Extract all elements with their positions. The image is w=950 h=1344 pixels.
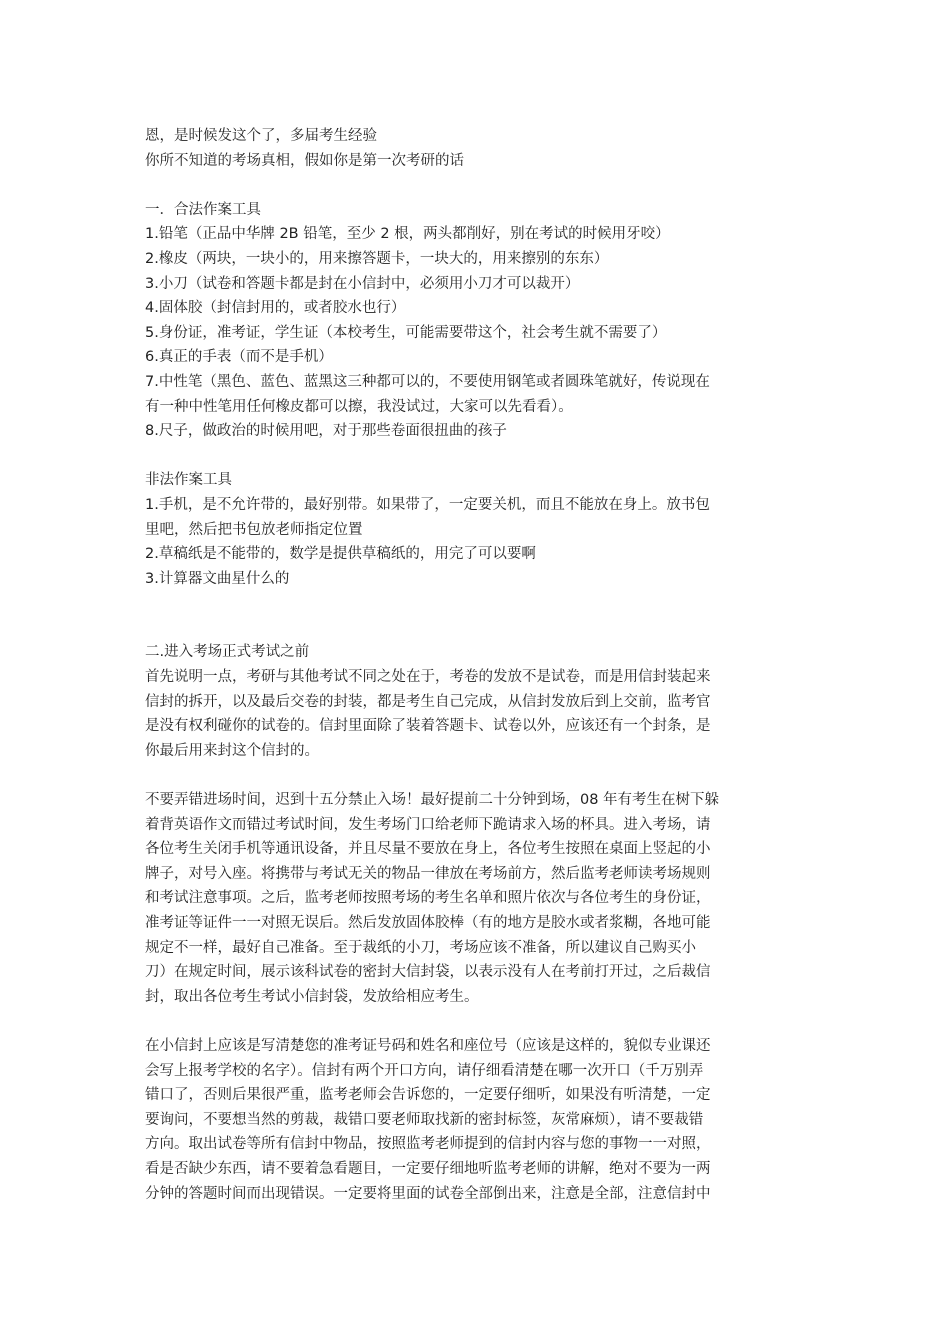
paragraph-line: 封，取出各位考生考试小信封袋，发放给相应考生。 — [145, 988, 479, 1005]
paragraph-line: 是没有权利碰你的试卷的。信封里面除了装着答题卡、试卷以外，应该还有一个封条，是 — [145, 718, 711, 735]
spacer — [145, 616, 813, 641]
section-heading: 二.进入考场正式考试之前 — [145, 644, 310, 661]
paragraph-line: 各位考生关闭手机等通讯设备，并且尽量不要放在身上，各位考生按照在桌面上竖起的小 — [145, 841, 711, 858]
document-page — [145, 124, 813, 1206]
list-item: 5.身份证，准考证，学生证（本校考生，可能需要带这个，社会考生就不需要了） — [145, 324, 667, 341]
list-item: 3.小刀（试卷和答题卡都是封在小信封中，必须用小刀才可以裁开） — [145, 275, 580, 292]
list-item: 1.手机，是不允许带的，最好别带。如果带了，一定要关机，而且不能放在身上。放书包 — [145, 496, 710, 513]
paragraph-line: 准考证等证件一一对照无误后。然后发放固体胶棒（有的地方是胶水或者浆糊，各地可能 — [145, 915, 711, 931]
paragraph-line: 信封的拆开，以及最后交卷的封装，都是考生自己完成，从信封发放后到上交前，监考官 — [145, 693, 711, 710]
list-item: 2.草稿纸是不能带的，数学是提供草稿纸的，用完了可以要啊 — [145, 546, 536, 563]
spacer — [145, 1009, 813, 1034]
subsection-heading: 非法作案工具 — [145, 472, 232, 489]
paragraph-line: 和考试注意事项。之后，监考老师按照考场的考生名单和照片依次与各位考生的身份证， — [145, 890, 711, 907]
spacer — [145, 173, 813, 198]
list-item: 6.真正的手表（而不是手机） — [145, 349, 333, 366]
paragraph-line: 要询问，不要想当然的剪裁，裁错口要老师取找新的密封标签，灰常麻烦），请不要裁错 — [145, 1111, 704, 1128]
list-item: 2.橡皮（两块，一块小的，用来擦答题卡，一块大的，用来擦别的东东） — [145, 250, 609, 267]
list-item: 8.尺子，做政治的时候用吧，对于那些卷面很扭曲的孩子 — [145, 423, 507, 440]
paragraph-line: 你最后用来封这个信封的。 — [145, 742, 319, 759]
intro-line: 恩，是时候发这个了，多届考生经验 — [145, 128, 377, 144]
paragraph-line: 分钟的答题时间而出现错误。一定要将里面的试卷全部倒出来，注意是全部，注意信封中 — [145, 1185, 711, 1202]
paragraph-line: 规定不一样，最好自己准备。至于裁纸的小刀，考场应该不准备，所以建议自己购买小 — [145, 939, 696, 956]
intro-line: 你所不知道的考场真相，假如你是第一次考研的话 — [145, 152, 464, 169]
list-item: 有一种中性笔用任何橡皮都可以擦，我没试过，大家可以先看看）。 — [145, 398, 573, 415]
section-heading: 一．合法作案工具 — [145, 201, 261, 218]
paragraph-line: 错口了，否则后果很严重，监考老师会告诉您的，一定要仔细听，如果没有听清楚，一定 — [145, 1087, 711, 1104]
paragraph-line: 首先说明一点，考研与其他考试不同之处在于，考卷的发放不是试卷，而是用信封装起来 — [145, 669, 711, 686]
paragraph-line: 不要弄错进场时间，迟到十五分禁止入场！最好提前二十分钟到场，08 年有考生在树下躲 — [145, 792, 720, 809]
list-item: 3.计算器文曲星什么的 — [145, 570, 290, 587]
paragraph-line: 刀）在规定时间，展示该科试卷的密封大信封袋，以表示没有人在考前打开过，之后裁信 — [145, 964, 711, 981]
spacer — [145, 763, 813, 788]
paragraph-line: 牌子，对号入座。将携带与考试无关的物品一律放在考场前方，然后监考老师读考场规则 — [145, 865, 711, 882]
paragraph-line: 在小信封上应该是写清楚您的准考证号码和姓名和座位号（应该是这样的，貌似专业课还 — [145, 1037, 711, 1054]
spacer — [145, 444, 813, 469]
spacer — [145, 591, 813, 616]
paragraph-line: 方向。取出试卷等所有信封中物品，按照监考老师提到的信封内容与您的事物一一对照， — [145, 1136, 711, 1153]
paragraph-line: 会写上报考学校的名字）。信封有两个开口方向，请仔细看清楚在哪一次开口（千万别弄 — [145, 1062, 704, 1079]
paragraph-line: 着背英语作文而错过考试时间，发生考场门口给老师下跪请求入场的杯具。进入考场，请 — [145, 816, 711, 833]
paragraph-line: 看是否缺少东西，请不要着急看题目，一定要仔细地听监考老师的讲解，绝对不要为一两 — [145, 1160, 711, 1177]
list-item: 4.固体胶（封信封用的，或者胶水也行） — [145, 300, 406, 317]
list-item: 1.铅笔（正品中华牌 2B 铅笔，至少 2 根，两头都削好，别在考试的时候用牙咬） — [145, 226, 670, 243]
list-item: 里吧，然后把书包放老师指定位置 — [145, 521, 363, 538]
list-item: 7.中性笔（黑色、蓝色、蓝黑这三种都可以的，不要使用钢笔或者圆珠笔就好，传说现在 — [145, 373, 710, 390]
